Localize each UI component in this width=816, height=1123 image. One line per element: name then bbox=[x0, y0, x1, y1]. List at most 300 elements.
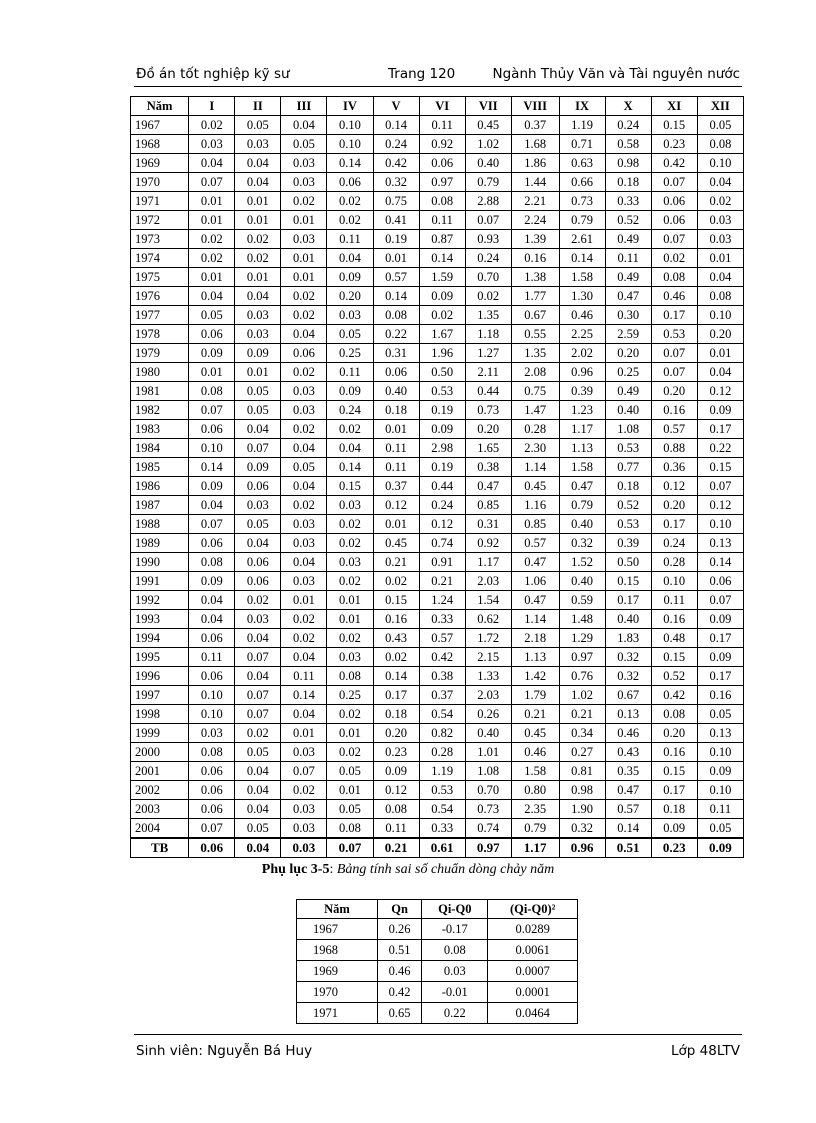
value-cell: 0.17 bbox=[697, 629, 743, 648]
value-cell: 0.31 bbox=[373, 344, 419, 363]
value-cell: 0.14 bbox=[559, 249, 605, 268]
year-cell: 1995 bbox=[131, 648, 189, 667]
value-cell: 1.06 bbox=[511, 572, 559, 591]
year-cell: 1997 bbox=[131, 686, 189, 705]
value-cell: 2.21 bbox=[511, 192, 559, 211]
value-cell: 0.03 bbox=[189, 135, 235, 154]
table-row bbox=[131, 211, 744, 230]
value-cell: 0.10 bbox=[697, 781, 743, 800]
value-cell: 0.0007 bbox=[488, 961, 578, 982]
value-cell: 0.03 bbox=[235, 610, 281, 629]
value-cell: 0.35 bbox=[605, 762, 651, 781]
value-cell: 0.17 bbox=[605, 591, 651, 610]
value-cell: 0.04 bbox=[235, 534, 281, 553]
value-cell: 0.39 bbox=[559, 382, 605, 401]
value-cell: 0.24 bbox=[651, 534, 697, 553]
value-cell: 2.25 bbox=[559, 325, 605, 344]
table-row bbox=[297, 919, 578, 940]
value-cell: 0.25 bbox=[327, 344, 373, 363]
value-cell: 0.18 bbox=[651, 800, 697, 819]
value-cell: 0.06 bbox=[327, 173, 373, 192]
value-cell: 0.15 bbox=[605, 572, 651, 591]
average-cell: 0.03 bbox=[281, 838, 327, 858]
value-cell: 0.14 bbox=[281, 686, 327, 705]
value-cell: 0.01 bbox=[235, 211, 281, 230]
table-row bbox=[131, 382, 744, 401]
year-cell: 1967 bbox=[297, 919, 378, 940]
value-cell: 0.01 bbox=[281, 249, 327, 268]
footer-student: Sinh viên: Nguyễn Bá Huy bbox=[136, 1043, 313, 1059]
value-cell: 0.07 bbox=[651, 173, 697, 192]
value-cell: 0.11 bbox=[373, 458, 419, 477]
value-cell: 0.47 bbox=[605, 287, 651, 306]
value-cell: 0.08 bbox=[422, 940, 488, 961]
value-cell: 1.01 bbox=[465, 743, 511, 762]
value-cell: 0.05 bbox=[327, 800, 373, 819]
value-cell: 0.01 bbox=[373, 515, 419, 534]
value-cell: 0.07 bbox=[235, 439, 281, 458]
column-header: X bbox=[605, 97, 651, 116]
value-cell: 0.01 bbox=[327, 724, 373, 743]
value-cell: 0.48 bbox=[651, 629, 697, 648]
value-cell: 0.03 bbox=[422, 961, 488, 982]
value-cell: 0.01 bbox=[189, 363, 235, 382]
value-cell: 0.02 bbox=[327, 705, 373, 724]
value-cell: 0.03 bbox=[281, 173, 327, 192]
table-row bbox=[131, 116, 744, 135]
value-cell: 0.02 bbox=[235, 591, 281, 610]
value-cell: 0.06 bbox=[189, 781, 235, 800]
value-cell: 0.45 bbox=[511, 477, 559, 496]
value-cell: 0.16 bbox=[697, 686, 743, 705]
value-cell: 0.18 bbox=[605, 173, 651, 192]
value-cell: 0.04 bbox=[235, 420, 281, 439]
table-row bbox=[131, 287, 744, 306]
value-cell: 0.02 bbox=[373, 572, 419, 591]
value-cell: 1.86 bbox=[511, 154, 559, 173]
value-cell: 0.47 bbox=[511, 553, 559, 572]
table-row bbox=[131, 515, 744, 534]
year-cell: 1976 bbox=[131, 287, 189, 306]
year-cell: 1971 bbox=[131, 192, 189, 211]
value-cell: 0.40 bbox=[605, 401, 651, 420]
value-cell: 0.11 bbox=[189, 648, 235, 667]
column-header: IX bbox=[559, 97, 605, 116]
value-cell: 1.65 bbox=[465, 439, 511, 458]
value-cell: 0.06 bbox=[189, 667, 235, 686]
year-cell: 1991 bbox=[131, 572, 189, 591]
value-cell: 0.37 bbox=[511, 116, 559, 135]
value-cell: 0.20 bbox=[465, 420, 511, 439]
header-page-number: Trang 120 bbox=[388, 66, 456, 82]
value-cell: 0.14 bbox=[419, 249, 465, 268]
value-cell: 0.42 bbox=[419, 648, 465, 667]
value-cell: 0.74 bbox=[419, 534, 465, 553]
value-cell: 0.02 bbox=[651, 249, 697, 268]
value-cell: 0.02 bbox=[465, 287, 511, 306]
value-cell: 0.75 bbox=[373, 192, 419, 211]
value-cell: 0.02 bbox=[189, 249, 235, 268]
value-cell: 0.87 bbox=[419, 230, 465, 249]
value-cell: 0.07 bbox=[697, 477, 743, 496]
value-cell: 1.52 bbox=[559, 553, 605, 572]
value-cell: 1.58 bbox=[559, 458, 605, 477]
value-cell: 0.17 bbox=[651, 781, 697, 800]
value-cell: 2.08 bbox=[511, 363, 559, 382]
value-cell: 0.53 bbox=[651, 325, 697, 344]
table-row bbox=[131, 629, 744, 648]
table-row bbox=[131, 648, 744, 667]
value-cell: 0.06 bbox=[281, 344, 327, 363]
value-cell: 0.02 bbox=[281, 363, 327, 382]
value-cell: 0.25 bbox=[327, 686, 373, 705]
table-row bbox=[131, 420, 744, 439]
value-cell: 0.46 bbox=[559, 306, 605, 325]
value-cell: 0.03 bbox=[327, 553, 373, 572]
value-cell: 0.09 bbox=[327, 268, 373, 287]
value-cell: 0.70 bbox=[465, 268, 511, 287]
value-cell: 0.37 bbox=[419, 686, 465, 705]
value-cell: 0.15 bbox=[327, 477, 373, 496]
table-row bbox=[297, 1003, 578, 1024]
value-cell: 0.02 bbox=[281, 629, 327, 648]
table-row bbox=[131, 325, 744, 344]
value-cell: 0.50 bbox=[605, 553, 651, 572]
caption-label: Phụ lục 3-5 bbox=[261, 862, 330, 877]
year-cell: 1971 bbox=[297, 1003, 378, 1024]
value-cell: 1.38 bbox=[511, 268, 559, 287]
value-cell: 0.13 bbox=[605, 705, 651, 724]
value-cell: 0.40 bbox=[465, 154, 511, 173]
value-cell: 0.07 bbox=[465, 211, 511, 230]
value-cell: 0.06 bbox=[235, 553, 281, 572]
value-cell: 0.38 bbox=[419, 667, 465, 686]
value-cell: 0.07 bbox=[281, 762, 327, 781]
value-cell: 1.14 bbox=[511, 458, 559, 477]
average-cell: 0.97 bbox=[465, 838, 511, 858]
value-cell: 0.04 bbox=[235, 154, 281, 173]
table-row bbox=[131, 154, 744, 173]
value-cell: 0.47 bbox=[465, 477, 511, 496]
value-cell: 0.05 bbox=[235, 515, 281, 534]
average-row bbox=[131, 838, 744, 858]
value-cell: 0.09 bbox=[419, 420, 465, 439]
value-cell: 0.06 bbox=[419, 154, 465, 173]
year-cell: 1970 bbox=[297, 982, 378, 1003]
value-cell: 0.11 bbox=[651, 591, 697, 610]
value-cell: 0.10 bbox=[327, 135, 373, 154]
value-cell: 0.11 bbox=[327, 363, 373, 382]
value-cell: 0.01 bbox=[189, 192, 235, 211]
value-cell: 0.07 bbox=[189, 173, 235, 192]
value-cell: 0.07 bbox=[189, 515, 235, 534]
value-cell: 0.13 bbox=[697, 534, 743, 553]
value-cell: 0.24 bbox=[327, 401, 373, 420]
value-cell: 1.35 bbox=[465, 306, 511, 325]
value-cell: 0.06 bbox=[189, 800, 235, 819]
value-cell: 0.01 bbox=[373, 249, 419, 268]
value-cell: 0.40 bbox=[559, 515, 605, 534]
value-cell: 0.07 bbox=[189, 401, 235, 420]
value-cell: 0.08 bbox=[189, 553, 235, 572]
value-cell: 0.14 bbox=[373, 287, 419, 306]
average-cell: 0.51 bbox=[605, 838, 651, 858]
table-row bbox=[131, 667, 744, 686]
value-cell: 0.03 bbox=[327, 648, 373, 667]
table-row bbox=[297, 961, 578, 982]
value-cell: 0.07 bbox=[651, 344, 697, 363]
table-row bbox=[131, 724, 744, 743]
average-cell: 0.09 bbox=[697, 838, 743, 858]
value-cell: 0.85 bbox=[465, 496, 511, 515]
value-cell: 0.01 bbox=[281, 268, 327, 287]
value-cell: 1.02 bbox=[559, 686, 605, 705]
value-cell: 0.12 bbox=[697, 382, 743, 401]
value-cell: 0.45 bbox=[465, 116, 511, 135]
value-cell: 1.14 bbox=[511, 610, 559, 629]
value-cell: 0.09 bbox=[697, 762, 743, 781]
column-header: Năm bbox=[131, 97, 189, 116]
value-cell: 0.03 bbox=[235, 496, 281, 515]
value-cell: 0.16 bbox=[651, 401, 697, 420]
value-cell: 0.01 bbox=[189, 268, 235, 287]
value-cell: 0.42 bbox=[373, 154, 419, 173]
table-row bbox=[131, 363, 744, 382]
value-cell: 0.67 bbox=[605, 686, 651, 705]
value-cell: 0.31 bbox=[465, 515, 511, 534]
table-row bbox=[131, 572, 744, 591]
year-cell: 2002 bbox=[131, 781, 189, 800]
value-cell: 0.21 bbox=[559, 705, 605, 724]
value-cell: 0.96 bbox=[559, 363, 605, 382]
value-cell: 0.09 bbox=[697, 401, 743, 420]
value-cell: 0.20 bbox=[327, 287, 373, 306]
value-cell: 0.14 bbox=[605, 819, 651, 839]
year-cell: 1968 bbox=[297, 940, 378, 961]
value-cell: 0.52 bbox=[605, 211, 651, 230]
value-cell: 0.08 bbox=[327, 667, 373, 686]
value-cell: 0.74 bbox=[465, 819, 511, 839]
value-cell: 1.29 bbox=[559, 629, 605, 648]
value-cell: 0.06 bbox=[235, 477, 281, 496]
value-cell: 0.57 bbox=[651, 420, 697, 439]
value-cell: 0.05 bbox=[697, 819, 743, 839]
value-cell: 0.06 bbox=[189, 534, 235, 553]
value-cell: 0.0289 bbox=[488, 919, 578, 940]
value-cell: 0.15 bbox=[373, 591, 419, 610]
value-cell: 0.62 bbox=[465, 610, 511, 629]
table-body bbox=[297, 919, 578, 1024]
value-cell: 2.15 bbox=[465, 648, 511, 667]
value-cell: 0.21 bbox=[373, 553, 419, 572]
value-cell: 0.20 bbox=[697, 325, 743, 344]
value-cell: 0.04 bbox=[235, 762, 281, 781]
value-cell: 0.57 bbox=[605, 800, 651, 819]
value-cell: 0.10 bbox=[189, 439, 235, 458]
value-cell: -0.01 bbox=[422, 982, 488, 1003]
year-cell: 2001 bbox=[131, 762, 189, 781]
value-cell: 0.10 bbox=[697, 743, 743, 762]
value-cell: 0.17 bbox=[697, 667, 743, 686]
value-cell: 0.71 bbox=[559, 135, 605, 154]
year-cell: 2000 bbox=[131, 743, 189, 762]
value-cell: 0.46 bbox=[605, 724, 651, 743]
value-cell: 0.02 bbox=[327, 211, 373, 230]
value-cell: 0.04 bbox=[697, 268, 743, 287]
value-cell: 2.24 bbox=[511, 211, 559, 230]
value-cell: 1.77 bbox=[511, 287, 559, 306]
value-cell: 0.06 bbox=[189, 629, 235, 648]
value-cell: 2.03 bbox=[465, 686, 511, 705]
table-row bbox=[131, 401, 744, 420]
value-cell: 1.83 bbox=[605, 629, 651, 648]
value-cell: 0.04 bbox=[235, 667, 281, 686]
value-cell: 1.16 bbox=[511, 496, 559, 515]
value-cell: 0.08 bbox=[373, 306, 419, 325]
value-cell: 0.58 bbox=[605, 135, 651, 154]
value-cell: 0.04 bbox=[697, 173, 743, 192]
value-cell: 0.82 bbox=[419, 724, 465, 743]
value-cell: 0.05 bbox=[189, 306, 235, 325]
value-cell: 0.30 bbox=[605, 306, 651, 325]
average-cell: 0.61 bbox=[419, 838, 465, 858]
value-cell: 2.03 bbox=[465, 572, 511, 591]
value-cell: 0.05 bbox=[327, 325, 373, 344]
value-cell: 0.01 bbox=[697, 249, 743, 268]
value-cell: 0.18 bbox=[373, 705, 419, 724]
table-row bbox=[131, 553, 744, 572]
year-cell: 1973 bbox=[131, 230, 189, 249]
value-cell: 0.07 bbox=[235, 705, 281, 724]
value-cell: 0.08 bbox=[189, 382, 235, 401]
value-cell: 0.09 bbox=[189, 572, 235, 591]
year-cell: 1999 bbox=[131, 724, 189, 743]
value-cell: 0.01 bbox=[189, 211, 235, 230]
table-row bbox=[131, 800, 744, 819]
value-cell: 0.22 bbox=[373, 325, 419, 344]
value-cell: 0.32 bbox=[605, 667, 651, 686]
year-cell: 1982 bbox=[131, 401, 189, 420]
page-header bbox=[134, 64, 742, 87]
value-cell: 0.04 bbox=[281, 648, 327, 667]
value-cell: 0.12 bbox=[697, 496, 743, 515]
value-cell: 0.79 bbox=[511, 819, 559, 839]
value-cell: 1.33 bbox=[465, 667, 511, 686]
year-cell: 1981 bbox=[131, 382, 189, 401]
value-cell: 1.08 bbox=[605, 420, 651, 439]
caption-text: Bảng tính sai số chuẩn dòng chảy năm bbox=[336, 862, 555, 877]
value-cell: 0.16 bbox=[511, 249, 559, 268]
value-cell: 0.32 bbox=[605, 648, 651, 667]
value-cell: 0.01 bbox=[235, 363, 281, 382]
value-cell: 0.18 bbox=[373, 401, 419, 420]
value-cell: 0.12 bbox=[373, 781, 419, 800]
value-cell: 0.17 bbox=[373, 686, 419, 705]
column-header: Qi-Q0 bbox=[422, 900, 488, 919]
value-cell: 0.03 bbox=[697, 230, 743, 249]
value-cell: 0.09 bbox=[373, 762, 419, 781]
value-cell: 0.07 bbox=[697, 591, 743, 610]
value-cell: 0.97 bbox=[419, 173, 465, 192]
value-cell: 0.08 bbox=[697, 135, 743, 154]
value-cell: 0.54 bbox=[419, 705, 465, 724]
year-cell: 1968 bbox=[131, 135, 189, 154]
value-cell: 0.04 bbox=[189, 496, 235, 515]
value-cell: 0.15 bbox=[651, 648, 697, 667]
value-cell: 0.14 bbox=[373, 116, 419, 135]
table-row bbox=[131, 705, 744, 724]
column-header: VII bbox=[465, 97, 511, 116]
value-cell: 0.10 bbox=[697, 515, 743, 534]
value-cell: 0.03 bbox=[281, 743, 327, 762]
value-cell: 1.47 bbox=[511, 401, 559, 420]
value-cell: 0.04 bbox=[697, 363, 743, 382]
value-cell: 0.10 bbox=[189, 686, 235, 705]
value-cell: 0.57 bbox=[511, 534, 559, 553]
column-header: Năm bbox=[297, 900, 378, 919]
value-cell: 0.04 bbox=[235, 287, 281, 306]
value-cell: 0.34 bbox=[559, 724, 605, 743]
value-cell: 0.06 bbox=[697, 572, 743, 591]
value-cell: 0.02 bbox=[327, 420, 373, 439]
column-header: II bbox=[235, 97, 281, 116]
value-cell: 0.28 bbox=[419, 743, 465, 762]
value-cell: 0.03 bbox=[235, 135, 281, 154]
column-header: XI bbox=[651, 97, 697, 116]
value-cell: 0.26 bbox=[378, 919, 422, 940]
value-cell: 0.07 bbox=[235, 648, 281, 667]
value-cell: 0.18 bbox=[605, 477, 651, 496]
value-cell: 0.14 bbox=[189, 458, 235, 477]
value-cell: 0.19 bbox=[419, 458, 465, 477]
value-cell: 0.67 bbox=[511, 306, 559, 325]
value-cell: 0.02 bbox=[235, 724, 281, 743]
year-cell: 1987 bbox=[131, 496, 189, 515]
value-cell: 0.02 bbox=[327, 192, 373, 211]
value-cell: 0.05 bbox=[281, 458, 327, 477]
value-cell: 0.76 bbox=[559, 667, 605, 686]
value-cell: 0.40 bbox=[465, 724, 511, 743]
value-cell: 0.20 bbox=[651, 382, 697, 401]
year-cell: 1977 bbox=[131, 306, 189, 325]
value-cell: 0.0001 bbox=[488, 982, 578, 1003]
value-cell: 0.20 bbox=[651, 496, 697, 515]
value-cell: 0.53 bbox=[605, 515, 651, 534]
value-cell: 0.21 bbox=[419, 572, 465, 591]
value-cell: 0.44 bbox=[419, 477, 465, 496]
value-cell: 0.19 bbox=[419, 401, 465, 420]
value-cell: 0.07 bbox=[651, 230, 697, 249]
appendix-caption bbox=[0, 862, 816, 878]
year-cell: 1980 bbox=[131, 363, 189, 382]
value-cell: 1.68 bbox=[511, 135, 559, 154]
value-cell: 0.16 bbox=[651, 743, 697, 762]
average-cell: 0.04 bbox=[235, 838, 281, 858]
value-cell: 0.36 bbox=[651, 458, 697, 477]
caption-separator: : bbox=[329, 862, 337, 877]
value-cell: 0.10 bbox=[651, 572, 697, 591]
value-cell: 0.63 bbox=[559, 154, 605, 173]
standard-error-table bbox=[296, 899, 578, 1024]
value-cell: 0.01 bbox=[281, 591, 327, 610]
value-cell: 0.03 bbox=[281, 534, 327, 553]
year-cell: 1975 bbox=[131, 268, 189, 287]
header-thesis-title: Đồ án tốt nghiệp kỹ sư bbox=[136, 66, 290, 82]
year-cell: 1998 bbox=[131, 705, 189, 724]
value-cell: 2.18 bbox=[511, 629, 559, 648]
value-cell: 0.20 bbox=[605, 344, 651, 363]
value-cell: 2.61 bbox=[559, 230, 605, 249]
